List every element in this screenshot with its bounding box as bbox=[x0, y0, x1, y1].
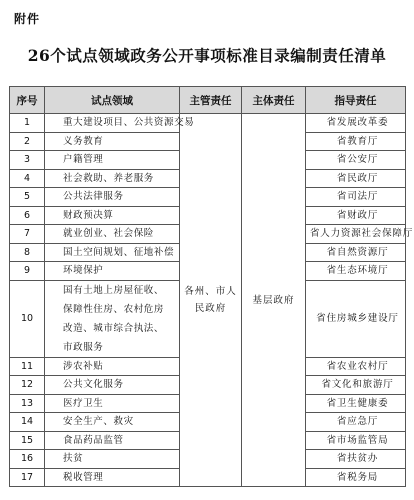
pilot-area: 财政预决算 bbox=[45, 206, 180, 225]
attachment-label: 附件 bbox=[14, 12, 41, 26]
row-number: 9 bbox=[10, 262, 45, 281]
header-subject: 主体责任 bbox=[242, 87, 306, 114]
supervisor-responsibility: 各州、市人民政府 bbox=[180, 114, 242, 487]
row-number: 6 bbox=[10, 206, 45, 225]
pilot-area: 户籍管理 bbox=[45, 151, 180, 170]
guidance-department: 省卫生健康委 bbox=[306, 394, 406, 413]
guidance-department: 省司法厅 bbox=[306, 188, 406, 207]
guidance-department: 省住房城乡建设厅 bbox=[306, 280, 406, 357]
page-title: 26个试点领域政务公开事项标准目录编制责任清单 bbox=[27, 46, 387, 65]
row-number: 11 bbox=[10, 357, 45, 376]
header-supervisor: 主管责任 bbox=[180, 87, 242, 114]
guidance-department: 省发展改革委 bbox=[306, 114, 406, 133]
guidance-department: 省应急厅 bbox=[306, 413, 406, 432]
guidance-department: 省扶贫办 bbox=[306, 450, 406, 469]
header-no: 序号 bbox=[10, 87, 45, 114]
row-number: 16 bbox=[10, 450, 45, 469]
table-row bbox=[10, 114, 406, 133]
row-number: 1 bbox=[10, 114, 45, 133]
pilot-area: 扶贫 bbox=[45, 450, 180, 469]
row-number: 12 bbox=[10, 376, 45, 395]
header-guidance: 指导责任 bbox=[306, 87, 406, 114]
guidance-department: 省公安厅 bbox=[306, 151, 406, 170]
pilot-area: 安全生产、救灾 bbox=[45, 413, 180, 432]
guidance-department: 省税务局 bbox=[306, 468, 406, 487]
guidance-department: 省财政厅 bbox=[306, 206, 406, 225]
responsibility-table bbox=[9, 86, 414, 487]
row-number: 15 bbox=[10, 431, 45, 450]
pilot-area: 涉农补贴 bbox=[45, 357, 180, 376]
pilot-area: 食品药品监管 bbox=[45, 431, 180, 450]
guidance-department: 省自然资源厅 bbox=[306, 243, 406, 262]
pilot-area: 就业创业、社会保险 bbox=[45, 225, 180, 244]
guidance-department: 省农业农村厅 bbox=[306, 357, 406, 376]
guidance-department: 省教育厅 bbox=[306, 132, 406, 151]
row-number: 5 bbox=[10, 188, 45, 207]
pilot-area: 公共法律服务 bbox=[45, 188, 180, 207]
table-header-row bbox=[10, 87, 406, 114]
subject-responsibility: 基层政府 bbox=[242, 114, 306, 487]
pilot-area: 公共文化服务 bbox=[45, 376, 180, 395]
guidance-department: 省文化和旅游厅 bbox=[306, 376, 406, 395]
guidance-department: 省人力资源社会保障厅 bbox=[306, 225, 406, 244]
pilot-area: 社会救助、养老服务 bbox=[45, 169, 180, 188]
guidance-department: 省市场监管局 bbox=[306, 431, 406, 450]
pilot-area: 国有土地上房屋征收、保障性住房、农村危房改造、城市综合执法、市政服务 bbox=[45, 280, 180, 357]
table-body bbox=[10, 114, 414, 487]
row-number: 8 bbox=[10, 243, 45, 262]
row-number: 13 bbox=[10, 394, 45, 413]
row-number: 14 bbox=[10, 413, 45, 432]
guidance-department: 省民政厅 bbox=[306, 169, 406, 188]
row-number: 2 bbox=[10, 132, 45, 151]
header-area: 试点领域 bbox=[45, 87, 180, 114]
pilot-area: 医疗卫生 bbox=[45, 394, 180, 413]
pilot-area: 义务教育 bbox=[45, 132, 180, 151]
row-number: 10 bbox=[10, 280, 45, 357]
row-number: 17 bbox=[10, 468, 45, 487]
pilot-area: 重大建设项目、公共资源交易 bbox=[45, 114, 180, 133]
row-number: 7 bbox=[10, 225, 45, 244]
pilot-area: 环境保护 bbox=[45, 262, 180, 281]
row-number: 3 bbox=[10, 151, 45, 170]
guidance-department: 省生态环境厅 bbox=[306, 262, 406, 281]
row-number: 4 bbox=[10, 169, 45, 188]
pilot-area: 税收管理 bbox=[45, 468, 180, 487]
pilot-area: 国土空间规划、征地补偿 bbox=[45, 243, 180, 262]
